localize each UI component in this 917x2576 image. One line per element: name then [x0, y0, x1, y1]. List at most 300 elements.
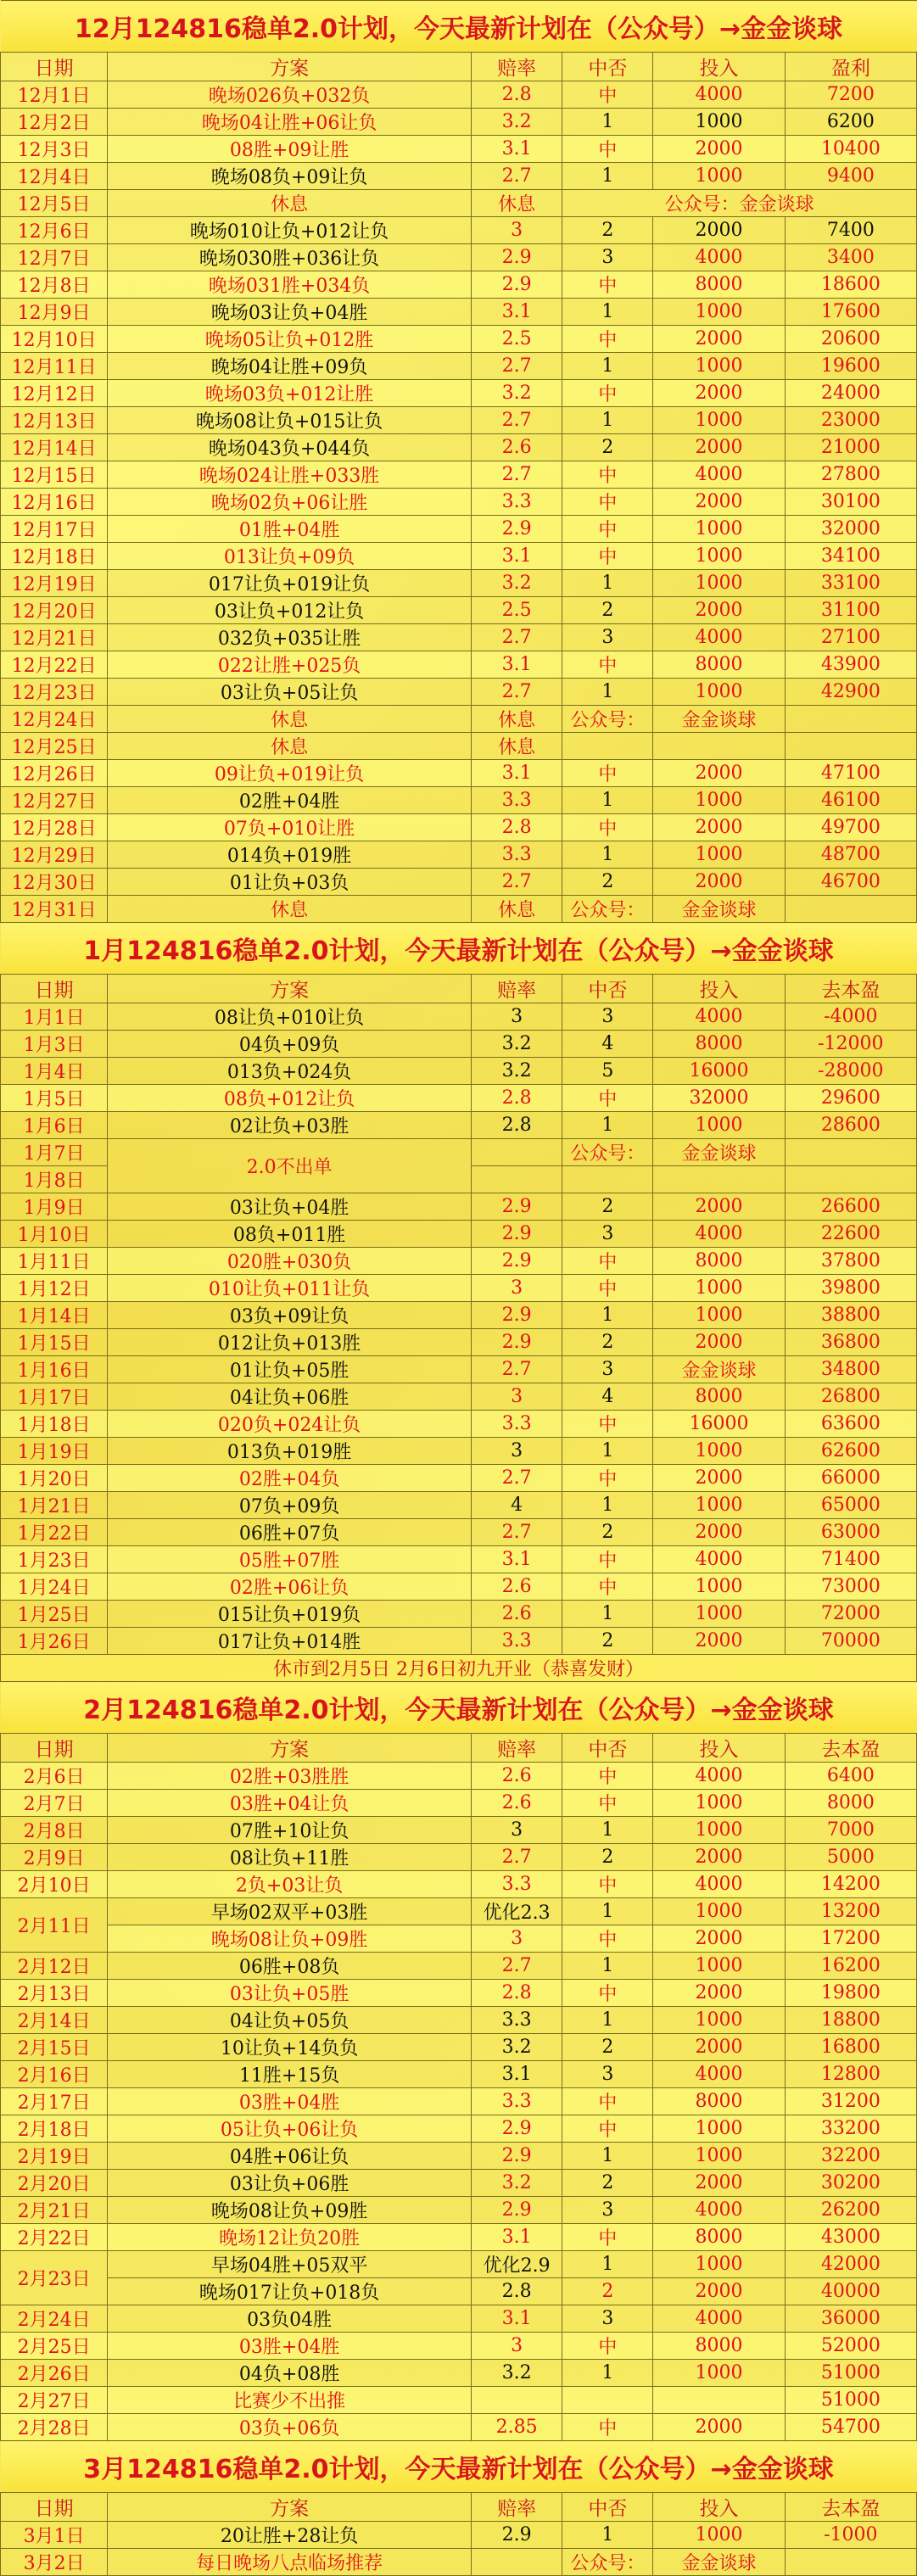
- table-cell: 3.2: [472, 2170, 562, 2197]
- table-cell: 12月8日: [1, 271, 108, 299]
- table-cell: 休息: [108, 896, 472, 923]
- table-cell: 02胜+04负: [108, 1465, 472, 1492]
- table-cell: 03胜+04让负: [108, 1790, 472, 1817]
- table-cell: 公众号：: [562, 1139, 653, 1166]
- table-cell: 2000: [653, 489, 785, 516]
- table-cell: 2.8: [472, 1085, 562, 1112]
- table-row: [1, 2549, 917, 2576]
- table-row: [1, 109, 917, 136]
- column-header: 中否: [562, 2493, 653, 2522]
- table-row: [1, 516, 917, 543]
- table-cell: 1月9日: [1, 1193, 108, 1221]
- table-cell: 1月23日: [1, 1546, 108, 1573]
- table-cell: 9400: [785, 163, 916, 190]
- table-cell: 晚场030胜+036让负: [108, 244, 472, 271]
- table-cell: 63000: [785, 1519, 916, 1546]
- table-cell: 08胜+09让胜: [108, 136, 472, 163]
- table-cell: 24000: [785, 380, 916, 407]
- table-cell: 4000: [653, 2305, 785, 2333]
- table-cell: 1000: [653, 1275, 785, 1302]
- table-cell: 1月5日: [1, 1085, 108, 1112]
- table-cell: 34100: [785, 543, 916, 570]
- table-cell: 晚场03让负+04胜: [108, 299, 472, 326]
- table-cell: 1: [562, 2360, 653, 2387]
- table-cell: [472, 2549, 562, 2576]
- table-cell: 20600: [785, 326, 916, 353]
- table-cell: 66000: [785, 1465, 916, 1492]
- table-row: [1, 1085, 917, 1112]
- table-cell: 中: [562, 81, 653, 109]
- table-cell: 2月25日: [1, 2333, 108, 2360]
- table-cell: 2月8日: [1, 1817, 108, 1844]
- table-cell: 1: [562, 787, 653, 814]
- table-cell: 1000: [653, 1573, 785, 1601]
- table-cell: 晚场043负+044负: [108, 434, 472, 461]
- table-cell: 013负+019胜: [108, 1438, 472, 1465]
- table-cell: [562, 2387, 653, 2414]
- table-row: [1, 2360, 917, 2387]
- table-cell: 2: [562, 1628, 653, 1655]
- table-cell: 3: [562, 2197, 653, 2224]
- table-cell: 晚场031胜+034负: [108, 271, 472, 299]
- table-row: [1, 2088, 917, 2115]
- table-cell: 3.1: [472, 543, 562, 570]
- table-cell: 2.6: [472, 1601, 562, 1628]
- table-row: [1, 1465, 917, 1492]
- table-cell: 中: [562, 651, 653, 679]
- table-cell: 017让负+014胜: [108, 1628, 472, 1655]
- table-cell: 晚场12让负20胜: [108, 2224, 472, 2251]
- table-cell: 1: [562, 2522, 653, 2549]
- table-cell: 2.7: [472, 1356, 562, 1383]
- table-row: [1, 380, 917, 407]
- table-cell: 2.8: [472, 81, 562, 109]
- table-row: [1, 651, 917, 679]
- table-cell: 6200: [785, 109, 916, 136]
- table-cell: 中: [562, 1465, 653, 1492]
- table-cell: 03让负+05胜: [108, 1980, 472, 2007]
- table-cell: 3.1: [472, 136, 562, 163]
- column-header: 去本盈: [785, 2493, 916, 2522]
- table-cell: -4000: [785, 1003, 916, 1031]
- table-cell: 晚场02负+06让胜: [108, 489, 472, 516]
- table-cell: [562, 733, 653, 760]
- table-cell: 早场04胜+05双平: [108, 2251, 472, 2278]
- table-cell: 2000: [653, 217, 785, 244]
- table-cell: 1000: [653, 1438, 785, 1465]
- table-cell: 8000: [653, 1383, 785, 1411]
- table-cell: 12月28日: [1, 814, 108, 841]
- table-cell: 12月11日: [1, 353, 108, 380]
- table-cell: 2000: [653, 869, 785, 896]
- table-cell: 09让负+019让负: [108, 760, 472, 787]
- table-cell: 51000: [785, 2360, 916, 2387]
- table-cell: 晚场017让负+018负: [108, 2278, 472, 2305]
- table-cell: 4000: [653, 2197, 785, 2224]
- table-row: [1, 1546, 917, 1573]
- table-cell: 1月3日: [1, 1031, 108, 1058]
- table-cell: 29600: [785, 1085, 916, 1112]
- table-row: [1, 1925, 917, 1953]
- table-cell: 1月19日: [1, 1438, 108, 1465]
- table-cell: 40000: [785, 2278, 916, 2305]
- table-cell: 1000: [653, 1302, 785, 1329]
- table-cell: 休息: [108, 733, 472, 760]
- table-cell: 12月29日: [1, 841, 108, 869]
- table-cell: 2: [562, 1844, 653, 1871]
- table-cell: 12月13日: [1, 407, 108, 434]
- table-cell: 1: [562, 570, 653, 597]
- table-cell: 017让负+019让负: [108, 570, 472, 597]
- table-cell: 3.1: [472, 2061, 562, 2088]
- table-cell: 2: [562, 2034, 653, 2061]
- table-cell: 2.9: [472, 271, 562, 299]
- table-cell: 020胜+030负: [108, 1248, 472, 1275]
- table-cell: 1000: [653, 1492, 785, 1519]
- table-cell: 2.7: [472, 353, 562, 380]
- table-cell: 12月17日: [1, 516, 108, 543]
- table-cell: 4000: [653, 1221, 785, 1248]
- table-cell: 3.3: [472, 1628, 562, 1655]
- table-cell: 3: [562, 624, 653, 651]
- table-row: [1, 1031, 917, 1058]
- section-title-row: [1, 2441, 917, 2493]
- table-cell: 12月22日: [1, 651, 108, 679]
- table-cell: 2: [562, 2170, 653, 2197]
- table-cell: 金金谈球: [653, 1356, 785, 1383]
- table-cell: 2月22日: [1, 2224, 108, 2251]
- table-cell: 1: [562, 679, 653, 706]
- table-cell: 优化2.3: [472, 1898, 562, 1925]
- table-cell: 43000: [785, 2224, 916, 2251]
- table-row: [1, 543, 917, 570]
- table-cell: 30200: [785, 2170, 916, 2197]
- table-cell: 21000: [785, 434, 916, 461]
- table-cell: 1000: [653, 2360, 785, 2387]
- table-cell: 公众号：金金谈球: [562, 190, 917, 217]
- table-cell: [785, 733, 916, 760]
- table-cell: 2月24日: [1, 2305, 108, 2333]
- table-cell: 71400: [785, 1546, 916, 1573]
- table-cell: 4000: [653, 1546, 785, 1573]
- table-row: [1, 434, 917, 461]
- table-cell: [653, 2387, 785, 2414]
- table-cell: 26800: [785, 1383, 916, 1411]
- table-cell: 02胜+06让负: [108, 1573, 472, 1601]
- table-cell: 晚场04让胜+06让负: [108, 109, 472, 136]
- table-cell: 2000: [653, 814, 785, 841]
- table-cell: 2.8: [472, 1112, 562, 1139]
- table-row: [1, 1248, 917, 1275]
- table-cell: 013让负+09负: [108, 543, 472, 570]
- table-cell: 3.1: [472, 651, 562, 679]
- table-cell: 优化2.9: [472, 2251, 562, 2278]
- table-cell: 1000: [653, 353, 785, 380]
- table-cell: 32000: [785, 516, 916, 543]
- table-cell: 2000: [653, 326, 785, 353]
- table-cell: 2.9: [472, 2115, 562, 2143]
- table-cell: 1: [562, 1302, 653, 1329]
- table-cell: 37800: [785, 1248, 916, 1275]
- table-cell: 32000: [653, 1085, 785, 1112]
- column-header: 方案: [108, 53, 472, 81]
- table-row: [1, 1221, 917, 1248]
- table-row: [1, 271, 917, 299]
- table-cell: 2.0不出单: [108, 1139, 472, 1193]
- table-cell: 4000: [653, 81, 785, 109]
- table-cell: 1月21日: [1, 1492, 108, 1519]
- table-cell: 3: [562, 1356, 653, 1383]
- table-cell: 2.5: [472, 597, 562, 624]
- table-cell: 休息: [472, 896, 562, 923]
- table-cell: 7400: [785, 217, 916, 244]
- table-cell: 12月20日: [1, 597, 108, 624]
- table-cell: 2月17日: [1, 2088, 108, 2115]
- table-cell: 8000: [653, 1031, 785, 1058]
- table-cell: 2.7: [472, 1953, 562, 1980]
- table-cell: 4000: [653, 2061, 785, 2088]
- table-cell: 36800: [785, 1329, 916, 1356]
- table-row: [1, 841, 917, 869]
- table-cell: 8000: [653, 2088, 785, 2115]
- table-cell: 1: [562, 353, 653, 380]
- column-header: 中否: [562, 53, 653, 81]
- table-cell: 12月25日: [1, 733, 108, 760]
- table-cell: 2.7: [472, 869, 562, 896]
- table-cell: 2.7: [472, 461, 562, 489]
- table-cell: 中: [562, 326, 653, 353]
- table-cell: 10400: [785, 136, 916, 163]
- table-cell: 2.85: [472, 2414, 562, 2441]
- table-cell: 每日晚场八点临场推荐: [108, 2549, 472, 2576]
- table-cell: 1: [562, 1492, 653, 1519]
- table-cell: 012让负+013胜: [108, 1329, 472, 1356]
- table-row: [1, 1329, 917, 1356]
- table-cell: 03胜+04胜: [108, 2088, 472, 2115]
- table-cell: 比赛少不出推: [108, 2387, 472, 2414]
- table-cell: 1月25日: [1, 1601, 108, 1628]
- table-row: [1, 1058, 917, 1085]
- table-cell: 42000: [785, 2251, 916, 2278]
- table-cell: 2: [562, 1519, 653, 1546]
- table-cell: [472, 2387, 562, 2414]
- table-cell: 金金谈球: [653, 2549, 785, 2576]
- table-row: [1, 1953, 917, 1980]
- table-cell: [653, 1166, 785, 1193]
- table-row: [1, 1302, 917, 1329]
- table-row: [1, 624, 917, 651]
- table-cell: 020负+024让负: [108, 1411, 472, 1438]
- table-cell: 12月14日: [1, 434, 108, 461]
- table-cell: 4: [562, 1383, 653, 1411]
- table-cell: 72000: [785, 1601, 916, 1628]
- table-cell: 1: [562, 1953, 653, 1980]
- table-cell: 3.3: [472, 489, 562, 516]
- table-cell: 05胜+07胜: [108, 1546, 472, 1573]
- table-cell: 2.8: [472, 2278, 562, 2305]
- table-cell: 2.9: [472, 1302, 562, 1329]
- table-cell: 中: [562, 2088, 653, 2115]
- table-cell: 1: [562, 407, 653, 434]
- table-header-row: [1, 1734, 917, 1763]
- table-row: [1, 136, 917, 163]
- table-cell: 休息: [108, 190, 472, 217]
- table-cell: 23000: [785, 407, 916, 434]
- table-row: [1, 1871, 917, 1898]
- table-cell: 2负+03让负: [108, 1871, 472, 1898]
- table-cell: 010让负+011让负: [108, 1275, 472, 1302]
- table-cell: 70000: [785, 1628, 916, 1655]
- table-cell: 3.3: [472, 1871, 562, 1898]
- table-cell: 1月24日: [1, 1573, 108, 1601]
- section-title: 2月124816稳单2.0计划，今天最新计划在（公众号）→金金谈球: [1, 1682, 917, 1734]
- table-cell: 32200: [785, 2143, 916, 2170]
- table-row: [1, 787, 917, 814]
- table-cell: 12月1日: [1, 81, 108, 109]
- table-cell: 12月6日: [1, 217, 108, 244]
- table-row: [1, 1003, 917, 1031]
- table-cell: 2.8: [472, 814, 562, 841]
- table-cell: 2月20日: [1, 2170, 108, 2197]
- table-cell: 38800: [785, 1302, 916, 1329]
- table-cell: 51000: [785, 2387, 916, 2414]
- table-cell: 39800: [785, 1275, 916, 1302]
- table-cell: 14200: [785, 1871, 916, 1898]
- table-cell: 1000: [653, 1112, 785, 1139]
- table-row: [1, 1492, 917, 1519]
- table-cell: 2月16日: [1, 2061, 108, 2088]
- table-cell: 12月15日: [1, 461, 108, 489]
- table-cell: 1: [562, 1817, 653, 1844]
- column-header: 中否: [562, 1734, 653, 1763]
- table-cell: 42900: [785, 679, 916, 706]
- table-cell: 3.1: [472, 2224, 562, 2251]
- table-cell: 3: [562, 1003, 653, 1031]
- table-row: [1, 2522, 917, 2549]
- table-cell: 2000: [653, 1519, 785, 1546]
- table-cell: 03胜+04胜: [108, 2333, 472, 2360]
- table-cell: 04让负+05负: [108, 2007, 472, 2034]
- table-cell: 3月1日: [1, 2522, 108, 2549]
- table-cell: 3: [472, 2333, 562, 2360]
- table-cell: 03让负+04胜: [108, 1193, 472, 1221]
- table-cell: 2.9: [472, 2143, 562, 2170]
- table-cell: [472, 1139, 562, 1166]
- table-cell: 27100: [785, 624, 916, 651]
- table-cell: 中: [562, 1248, 653, 1275]
- table-cell: 1月4日: [1, 1058, 108, 1085]
- table-cell: 中: [562, 1763, 653, 1790]
- note-row: [1, 1655, 917, 1682]
- table-cell: 1月1日: [1, 1003, 108, 1031]
- table-cell: 2.9: [472, 2522, 562, 2549]
- table-row: [1, 570, 917, 597]
- table-cell: 2.7: [472, 1519, 562, 1546]
- table-cell: 3: [472, 1817, 562, 1844]
- table-cell: 2: [562, 217, 653, 244]
- table-cell: -1000: [785, 2522, 916, 2549]
- table-cell: 20让胜+28让负: [108, 2522, 472, 2549]
- table-cell: 10让负+14负负: [108, 2034, 472, 2061]
- table-row: [1, 733, 917, 760]
- table-cell: 1: [562, 1438, 653, 1465]
- table-cell: 54700: [785, 2414, 916, 2441]
- table-cell: 晚场08让负+09胜: [108, 1925, 472, 1953]
- table-cell: [785, 706, 916, 733]
- table-cell: 2000: [653, 136, 785, 163]
- table-cell: 12月7日: [1, 244, 108, 271]
- table-cell: 07负+010让胜: [108, 814, 472, 841]
- table-cell: 2.9: [472, 244, 562, 271]
- table-row: [1, 814, 917, 841]
- table-cell: 02胜+04胜: [108, 787, 472, 814]
- column-header: 投入: [653, 53, 785, 81]
- table-cell: 早场02双平+03胜: [108, 1898, 472, 1925]
- table-cell: 2月27日: [1, 2387, 108, 2414]
- table-cell: 1: [562, 2251, 653, 2278]
- table-cell: 11胜+15负: [108, 2061, 472, 2088]
- table-cell: [785, 1139, 916, 1166]
- table-row: [1, 1628, 917, 1655]
- table-cell: 1月20日: [1, 1465, 108, 1492]
- table-cell: 2000: [653, 2034, 785, 2061]
- table-cell: 中: [562, 2414, 653, 2441]
- table-cell: 2.7: [472, 163, 562, 190]
- table-row: [1, 489, 917, 516]
- table-row: [1, 326, 917, 353]
- table-row: [1, 217, 917, 244]
- table-row: [1, 2170, 917, 2197]
- table-cell: 2000: [653, 434, 785, 461]
- table-cell: 17200: [785, 1925, 916, 1953]
- table-cell: 2000: [653, 1980, 785, 2007]
- table-cell: 2.5: [472, 326, 562, 353]
- table-row: [1, 1356, 917, 1383]
- table-cell: 2000: [653, 1925, 785, 1953]
- table-cell: 1000: [653, 516, 785, 543]
- table-cell: 1000: [653, 787, 785, 814]
- table-cell: 1: [562, 109, 653, 136]
- table-cell: 2月19日: [1, 2143, 108, 2170]
- table-cell: 6400: [785, 1763, 916, 1790]
- section-title-row: [1, 923, 917, 975]
- table-cell: 2.7: [472, 407, 562, 434]
- table-cell: 1000: [653, 407, 785, 434]
- table-cell: 2月10日: [1, 1871, 108, 1898]
- table-cell: [472, 1166, 562, 1193]
- table-cell: 04胜+06让负: [108, 2143, 472, 2170]
- table-cell: 1月18日: [1, 1411, 108, 1438]
- table-cell: 1月22日: [1, 1519, 108, 1546]
- table-cell: 2月14日: [1, 2007, 108, 2034]
- table-cell: 2: [562, 1193, 653, 1221]
- table-cell: 2.9: [472, 2197, 562, 2224]
- table-cell: 01胜+04胜: [108, 516, 472, 543]
- table-cell: 2000: [653, 1844, 785, 1871]
- table-cell: 1月26日: [1, 1628, 108, 1655]
- table-cell: 31200: [785, 2088, 916, 2115]
- table-cell: 2000: [653, 1193, 785, 1221]
- table-cell: 28600: [785, 1112, 916, 1139]
- table-cell: [653, 733, 785, 760]
- table-cell: 2: [562, 597, 653, 624]
- table-row: [1, 1763, 917, 1790]
- table-cell: 2月18日: [1, 2115, 108, 2143]
- table-cell: 27800: [785, 461, 916, 489]
- table-header-row: [1, 975, 917, 1003]
- table-cell: 4000: [653, 1763, 785, 1790]
- table-cell: 12月19日: [1, 570, 108, 597]
